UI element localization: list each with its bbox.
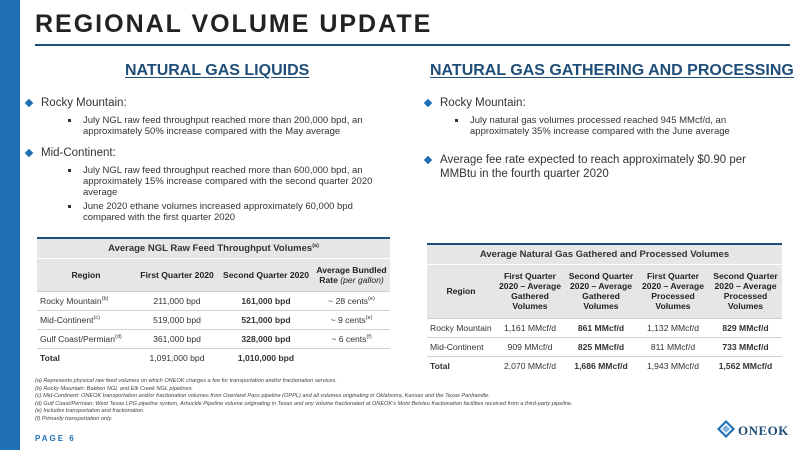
gp-col-q2-processed: Second Quarter 2020 – Average Processed Volumes <box>709 264 782 318</box>
diamond-bullet-icon <box>424 156 432 164</box>
ngl-heading: NATURAL GAS LIQUIDS <box>125 62 310 79</box>
page-number: PAGE 6 <box>35 434 76 443</box>
footnotes <box>35 378 573 423</box>
square-bullet-icon <box>455 119 458 122</box>
ngl-col-region: Region <box>37 258 135 291</box>
table-row-total: Total 1,091,000 bpd 1,010,000 bpd <box>40 352 295 363</box>
gp-table-caption: Average Natural Gas Gathered and Processed Volumes <box>427 244 782 264</box>
logo-wordmark: ONEOK <box>738 423 789 438</box>
oneok-diamond-icon <box>717 420 735 438</box>
table-row: Gulf Coast/Permian$^{(d)}$ 361,000 bpd 328,000 bpd ~ 6 cents$^{(f)}$ <box>37 329 390 348</box>
ngl-sub-midcon-2: June 2020 ethane volumes increased approximately 60,000 bpd compared with the first quarter 2020 <box>83 201 383 223</box>
gp-col-q2-gathered: Second Quarter 2020 – Average Gathered Volumes <box>565 264 637 318</box>
gp-col-q1-gathered: First Quarter 2020 – Average Gathered Volumes <box>495 264 565 318</box>
gp-col-q1-processed: First Quarter 2020 – Average Processed Volumes <box>637 264 709 318</box>
ngl-col-q1: First Quarter 2020 <box>135 258 219 291</box>
footnote: (b) Rocky Mountain: Bakken NGL and Elk Creek NGL pipelines. <box>35 385 194 392</box>
gp-sub-rocky-1: July natural gas volumes processed reached 945 MMcf/d, an approximately 35% increase compared with the June average <box>470 115 770 137</box>
gp-bullet-rocky: Rocky Mountain: <box>440 96 526 110</box>
page-title: REGIONAL VOLUME UPDATE <box>35 10 433 38</box>
ngl-bullet-rocky: Rocky Mountain: <box>41 96 127 110</box>
gp-heading: NATURAL GAS GATHERING AND PROCESSING <box>430 62 794 79</box>
diamond-bullet-icon <box>424 99 432 107</box>
ngl-volume-table <box>37 237 390 367</box>
table-row: Mid-Continent$^{(c)}$ 519,000 bpd 521,000 bpd ~ 9 cents$^{(e)}$ <box>37 310 390 329</box>
footnote: (e) Includes transportation and fractionation. <box>35 408 145 414</box>
square-bullet-icon <box>68 169 71 172</box>
title-divider <box>35 44 790 46</box>
ngl-sub-midcon-1: July NGL raw feed throughput reached more than 600,000 bpd, an approximately 15% increase compared with the second quarter 2020 average <box>83 165 383 198</box>
table-row: Mid-Continent 909 MMcf/d 825 MMcf/d 811 MMcf/d 733 MMcf/d <box>427 337 782 356</box>
diamond-bullet-icon <box>25 99 33 107</box>
footnote: (d) Gulf Coast/Permian: West Texas LPG pipeline system, Arbuckle Pipeline volume originating in Texas and any volume fractionated at ONEOK's Mont Belvieu fractionation facilities received from a third-party pipeline. <box>35 400 573 407</box>
ngl-sub-rocky-1: July NGL raw feed throughput reached more than 200,000 bpd, an approximately 50% increase compared with the May average <box>83 115 383 137</box>
footnote: (a) Represents physical raw feed volumes on which ONEOK charges a fee for transportation and/or fractionation services. <box>35 378 337 384</box>
square-bullet-icon <box>68 119 71 122</box>
oneok-logo <box>717 418 789 442</box>
left-accent-bar <box>0 0 20 450</box>
gp-volume-table <box>427 243 782 375</box>
diamond-bullet-icon <box>25 149 33 157</box>
table-row-total: Total 2,070 MMcf/d 1,686 MMcf/d 1,943 MMcf/d 1,562 MMcf/d <box>430 360 773 371</box>
footnote: (c) Mid-Continent: ONEOK transportation and/or fractionation volumes from Overland Pass pipeline (OPPL) and all volumes originating in Oklahoma, Kansas and the Texas Panhandle. <box>35 393 490 399</box>
ngl-table-caption: Average NGL Raw Feed Throughput Volumes$^{(a)}$ <box>37 238 390 258</box>
square-bullet-icon <box>68 205 71 208</box>
table-row: Rocky Mountain$^{(b)}$ 211,000 bpd 161,000 bpd ~ 28 cents$^{(e)}$ <box>37 291 390 310</box>
footnote: (f) Primarily transportation only. <box>35 415 113 422</box>
ngl-bullet-midcon: Mid-Continent: <box>41 146 116 160</box>
ngl-col-rate: Average Bundled Rate (per gallon) <box>313 258 390 291</box>
gp-col-region: Region <box>427 264 495 318</box>
table-row: Rocky Mountain 1,161 MMcf/d 861 MMcf/d 1,132 MMcf/d 829 MMcf/d <box>427 318 782 337</box>
gp-bullet-fee: Average fee rate expected to reach approximately $0.90 per MMBtu in the fourth quarter 2020 <box>440 153 780 181</box>
ngl-col-q2: Second Quarter 2020 <box>219 258 313 291</box>
